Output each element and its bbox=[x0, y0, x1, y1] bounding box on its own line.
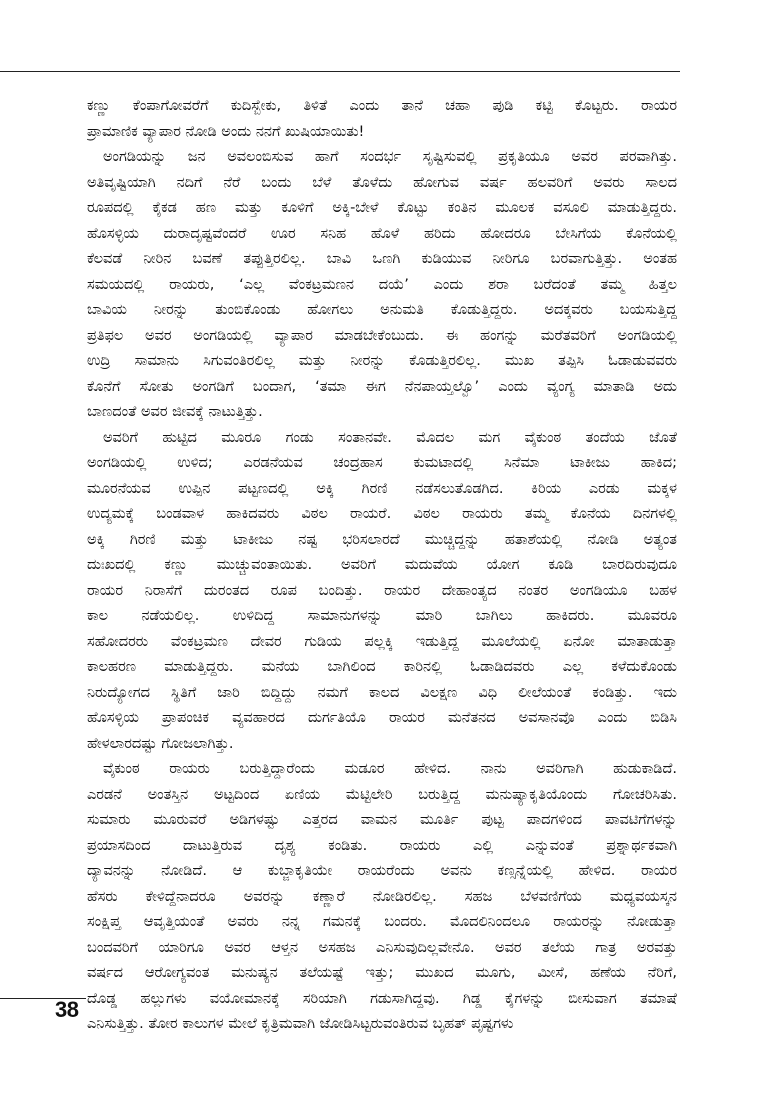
text-line: ರೂಪದಲ್ಲಿ ಕೈಕಡ ಹಣ ಮತ್ತು ಕೂಳಿಗೆ ಅಕ್ಕಿ-ಬೇಳೆ ಕೊಟ್ಟು ಕಂತಿನ ಮೂಲಕ ವಸೂಲಿ ಮಾಡುತ್ತಿದ್ದರು. bbox=[87, 200, 677, 216]
text-line: ಕಾಲ ನಡೆಯಲಿಲ್ಲ. ಉಳಿದಿದ್ದ ಸಾಮಾನುಗಳನ್ನು ಮಾರಿ ಬಾಗಿಲು ಹಾಕಿದರು. ಮೂವರೂ bbox=[87, 608, 677, 624]
text-line: ದೊಡ್ಡ ಹಲ್ಲುಗಳು ವಯೋಮಾನಕ್ಕೆ ಸರಿಯಾಗಿ ಗಡುಸಾಗಿದ್ದವು. ಗಿಡ್ಡ ಕೈಗಳನ್ನು ಬೀಸುವಾಗ ತಮಾಷೆ bbox=[87, 990, 677, 1007]
text-line: ನಿರುದ್ಯೋಗದ ಸ್ಥಿತಿಗೆ ಜಾರಿ ಬಿದ್ದಿದ್ದು ನಮಗೆ ಕಾಲದ ವಿಲಕ್ಷಣ ವಿಧಿ ಲೀಲೆಯಂತೆ ಕಂಡಿತ್ತು. ಇದು bbox=[87, 684, 677, 701]
text-line: ದುಃಖದಲ್ಲಿ ಕಣ್ಣು ಮುಚ್ಚುವಂತಾಯಿತು. ಅವರಿಗೆ ಮದುವೆಯ ಯೋಗ ಕೂಡಿ ಬಾರದಿರುವುದೂ bbox=[87, 557, 677, 573]
text-line: ಹೊಸಳ್ಳಿಯ ದುರಾದೃಷ್ಟವೆಂದರೆ ಊರ ಸನಿಹ ಹೊಳೆ ಹರಿದು ಹೋದರೂ ಬೇಸಿಗೆಯ ಕೊನೆಯಲ್ಲಿ bbox=[87, 225, 677, 242]
text-line: ಬಾವಿಯ ನೀರನ್ನು ತುಂಬಿಕೊಂಡು ಹೋಗಲು ಅನುಮತಿ ಕೊಡುತ್ತಿದ್ದರು. ಅದಕ್ಕವರು ಬಯಸುತ್ತಿದ್ದ bbox=[87, 302, 677, 318]
text-line: ದ್ಯಾವನನ್ನು ನೋಡಿದೆ. ಆ ಕುಬ್ಜಾಕೃತಿಯೇ ರಾಯರೆಂದು ಅವನು ಕಣ್ಸನ್ನೆಯಲ್ಲಿ ಹೇಳಿದ. ರಾಯರ bbox=[87, 863, 677, 879]
body-text bbox=[87, 94, 677, 1038]
paragraph bbox=[87, 757, 677, 1038]
text-line: ಕಣ್ಣು ಕೆಂಪಾಗೋವರೆಗೆ ಕುದಿಸ್ಬೇಕು, ತಿಳಿತೆ ಎಂದು ತಾನೆ ಚಹಾ ಪುಡಿ ಕಟ್ಟಿ ಕೊಟ್ಟರು. ರಾಯರ bbox=[87, 98, 677, 114]
text-line: ವೈಕುಂಠ ರಾಯರು ಬರುತ್ತಿದ್ದಾರೆಂದು ಮಡೂರ ಹೇಳಿದ. ನಾನು ಅವರಿಗಾಗಿ ಹುಡುಕಾಡಿದೆ. bbox=[103, 761, 677, 777]
paragraph bbox=[87, 94, 677, 145]
text-line: ಬಾಣದಂತೆ ಅವರ ಜೀವಕ್ಕೆ ನಾಟುತ್ತಿತ್ತು. bbox=[87, 404, 263, 420]
text-line: ಎರಡನೆ ಅಂತಸ್ತಿನ ಅಟ್ಟದಿಂದ ಏಣಿಯ ಮೆಟ್ಟಿಲೇರಿ ಬರುತ್ತಿದ್ದ ಮನುಷ್ಯಾಕೃತಿಯೊಂದು ಗೋಚರಿಸಿತು. bbox=[87, 786, 677, 803]
text-line: ಪ್ರಯಾಸದಿಂದ ದಾಟುತ್ತಿರುವ ದೃಶ್ಯ ಕಂಡಿತು. ರಾಯರು ಎಲ್ಲಿ ಎನ್ನುವಂತೆ ಪ್ರಶ್ನಾರ್ಥಕವಾಗಿ bbox=[87, 837, 677, 854]
text-line: ಅಕ್ಕಿ ಗಿರಣಿ ಮತ್ತು ಟಾಕೀಜು ನಷ್ಟ ಭರಿಸಲಾರದೆ ಮುಚ್ಚಿದ್ದನ್ನು ಹತಾಶೆಯಲ್ಲಿ ನೋಡಿ ಅತ್ಯಂತ bbox=[87, 531, 677, 548]
text-line: ಮೂರನೆಯವ ಉಪ್ಪಿನ ಪಟ್ಟಣದಲ್ಲಿ ಅಕ್ಕಿ ಗಿರಣಿ ನಡೆಸಲುತೊಡಗಿದ. ಕಿರಿಯ ಎರಡು ಮಕ್ಕಳ bbox=[87, 480, 677, 497]
text-line: ಅವರಿಗೆ ಹುಟ್ಟಿದ ಮೂರೂ ಗಂಡು ಸಂತಾನವೇ. ಮೊದಲ ಮಗ ವೈಕುಂಠ ತಂದೆಯ ಜೊತೆ bbox=[103, 429, 677, 446]
text-line: ಪ್ರಾಮಾಣಿಕ ವ್ಯಾಪಾರ ನೋಡಿ ಅಂದು ನನಗೆ ಖುಷಿಯಾಯಿತು! bbox=[87, 123, 365, 140]
text-line: ಬಂದವರಿಗೆ ಯಾರಿಗೂ ಅವರ ಆಳ್ತನ ಅಸಹಜ ಎನಿಸುವುದಿಲ್ಲವೇನೊ. ಅವರ ತಲೆಯ ಗಾತ್ರ ಅರವತ್ತು bbox=[87, 939, 677, 956]
page-number: 38 bbox=[55, 997, 79, 1022]
text-line: ಹೆಸರು ಕೇಳಿದ್ದೆನಾದರೂ ಅವರನ್ನು ಕಣ್ಣಾರೆ ನೋಡಿರಲಿಲ್ಲ. ಸಹಜ ಬೆಳವಣಿಗೆಯ ಮಧ್ಯವಯಸ್ಕನ bbox=[87, 888, 677, 905]
text-line: ಹೇಳಲಾರದಷ್ಟು ಗೋಜಲಾಗಿತ್ತು. bbox=[87, 735, 234, 752]
text-line: ಅತಿವೃಷ್ಟಿಯಾಗಿ ನದಿಗೆ ನೆರೆ ಬಂದು ಬೆಳೆ ತೊಳೆದು ಹೋಗುವ ವರ್ಷ ಹಲವರಿಗೆ ಅವರು ಸಾಲದ bbox=[87, 174, 677, 191]
text-line: ಸಮಯದಲ್ಲಿ ರಾಯರು, ‘ಎಲ್ಲ ವೆಂಕಟ್ರಮಣನ ದಯೆ’ ಎಂದು ಶರಾ ಬರೆದಂತೆ ತಮ್ಮ ಹಿತ್ತಲ bbox=[87, 276, 677, 293]
text-line: ಕೆಲವಡೆ ನೀರಿನ ಬವಣೆ ತಪ್ಪುತ್ತಿರಲಿಲ್ಲ. ಬಾವಿ ಒಣಗಿ ಕುಡಿಯುವ ನೀರಿಗೂ ಬರವಾಗುತ್ತಿತ್ತು. ಅಂತಹ bbox=[87, 251, 677, 267]
paragraph bbox=[87, 426, 677, 758]
text-line: ಅಂಗಡಿಯನ್ನು ಜನ ಅವಲಂಬಿಸುವ ಹಾಗೆ ಸಂದರ್ಭ ಸೃಷ್ಟಿಸುವಲ್ಲಿ ಪ್ರಕೃತಿಯೂ ಅವರ ಪರವಾಗಿತ್ತು. bbox=[103, 149, 677, 165]
header-rule bbox=[0, 71, 680, 72]
text-line: ಎನಿಸುತ್ತಿತ್ತು. ತೋರ ಕಾಲುಗಳ ಮೇಲೆ ಕೃತ್ರಿಮವಾಗಿ ಜೋಡಿಸಿಟ್ಟರುವಂತಿರುವ ಬೃಹತ್ ಪೃಷ್ಟಗಳು bbox=[87, 1016, 514, 1032]
text-line: ಹೊಸಳ್ಳಿಯ ಪ್ರಾಪಂಚಿಕ ವ್ಯವಹಾರದ ದುರ್ಗತಿಯೊ ರಾಯರ ಮನೆತನದ ಅವಸಾನವೊ ಎಂದು ಬಿಡಿಸಿ bbox=[87, 710, 677, 726]
text-line: ಪ್ರತಿಫಲ ಅವರ ಅಂಗಡಿಯಲ್ಲಿ ವ್ಯಾಪಾರ ಮಾಡಬೇಕೆಂಬುದು. ಈ ಹಂಗನ್ನು ಮರೆತವರಿಗೆ ಅಂಗಡಿಯಲ್ಲಿ bbox=[87, 327, 677, 344]
text-line: ಕಾಲಹರಣ ಮಾಡುತ್ತಿದ್ದರು. ಮನೆಯ ಬಾಗಿಲಿಂದ ಕಾರಿನಲ್ಲಿ ಓಡಾಡಿದವರು ಎಲ್ಲ ಕಳೆದುಕೊಂಡು bbox=[87, 659, 677, 675]
text-line: ರಾಯರ ನಿರಾಸೆಗೆ ದುರಂತದ ರೂಪ ಬಂದಿತ್ತು. ರಾಯರ ದೇಹಾಂತ್ಯದ ನಂತರ ಅಂಗಡಿಯೂ ಬಹಳ bbox=[87, 582, 677, 599]
text-line: ಕೊನೆಗೆ ಸೋತು ಅಂಗಡಿಗೆ ಬಂದಾಗ, ‘ತಮಾ ಈಗ ನೆನಪಾಯ್ತಲ್ವೊ’ ಎಂದು ವ್ಯಂಗ್ಯ ಮಾತಾಡಿ ಅದು bbox=[87, 378, 677, 395]
text-line: ವರ್ಷದ ಆರೋಗ್ಯವಂತ ಮನುಷ್ಯನ ತಲೆಯಷ್ಟೆ ಇತ್ತು; ಮುಖದ ಮೂಗು, ಮೀಸೆ, ಹಣೆಯ ನೆರಿಗೆ, bbox=[87, 965, 677, 981]
text-line: ಉದ್ಯಮಕ್ಕೆ ಬಂಡವಾಳ ಹಾಕಿದವರು ವಿಠಲ ರಾಯರೆ. ವಿಠಲ ರಾಯರು ತಮ್ಮ ಕೊನೆಯ ದಿನಗಳಲ್ಲಿ bbox=[87, 506, 677, 522]
text-line: ಸುಮಾರು ಮೂರುವರೆ ಅಡಿಗಳಷ್ಟು ಎತ್ತರದ ವಾಮನ ಮೂರ್ತಿ ಪುಟ್ಟ ಪಾದಗಳಿಂದ ಪಾವಟಿಗೆಗಳನ್ನು bbox=[87, 812, 677, 828]
text-line: ಉದ್ರಿ ಸಾಮಾನು ಸಿಗುವಂತಿರಲಿಲ್ಲ ಮತ್ತು ನೀರನ್ನು ಕೊಡುತ್ತಿರಲಿಲ್ಲ. ಮುಖ ತಪ್ಪಿಸಿ ಓಡಾಡುವವರು bbox=[87, 353, 677, 369]
text-line: ಸಹೋದರರು ವೆಂಕಟ್ರಮಣ ದೇವರ ಗುಡಿಯ ಪಲ್ಲಕ್ಕಿ ಇಡುತ್ತಿದ್ದ ಮೂಲೆಯಲ್ಲಿ ಏನೋ ಮಾತಾಡುತ್ತಾ bbox=[87, 633, 677, 650]
text-line: ಅಂಗಡಿಯಲ್ಲಿ ಉಳಿದ; ಎರಡನೆಯವ ಚಂದ್ರಹಾಸ ಕುಮಟಾದಲ್ಲಿ ಸಿನೆಮಾ ಟಾಕೀಜು ಹಾಕಿದ; bbox=[87, 455, 677, 471]
text-line: ಸಂಕ್ಷಿಪ್ತ ಆವೃತ್ತಿಯಂತೆ ಅವರು ನನ್ನ ಗಮನಕ್ಕೆ ಬಂದರು. ಮೊದಲಿನಿಂದಲೂ ರಾಯರನ್ನು ನೋಡುತ್ತಾ bbox=[87, 914, 677, 930]
paragraph bbox=[87, 145, 677, 426]
